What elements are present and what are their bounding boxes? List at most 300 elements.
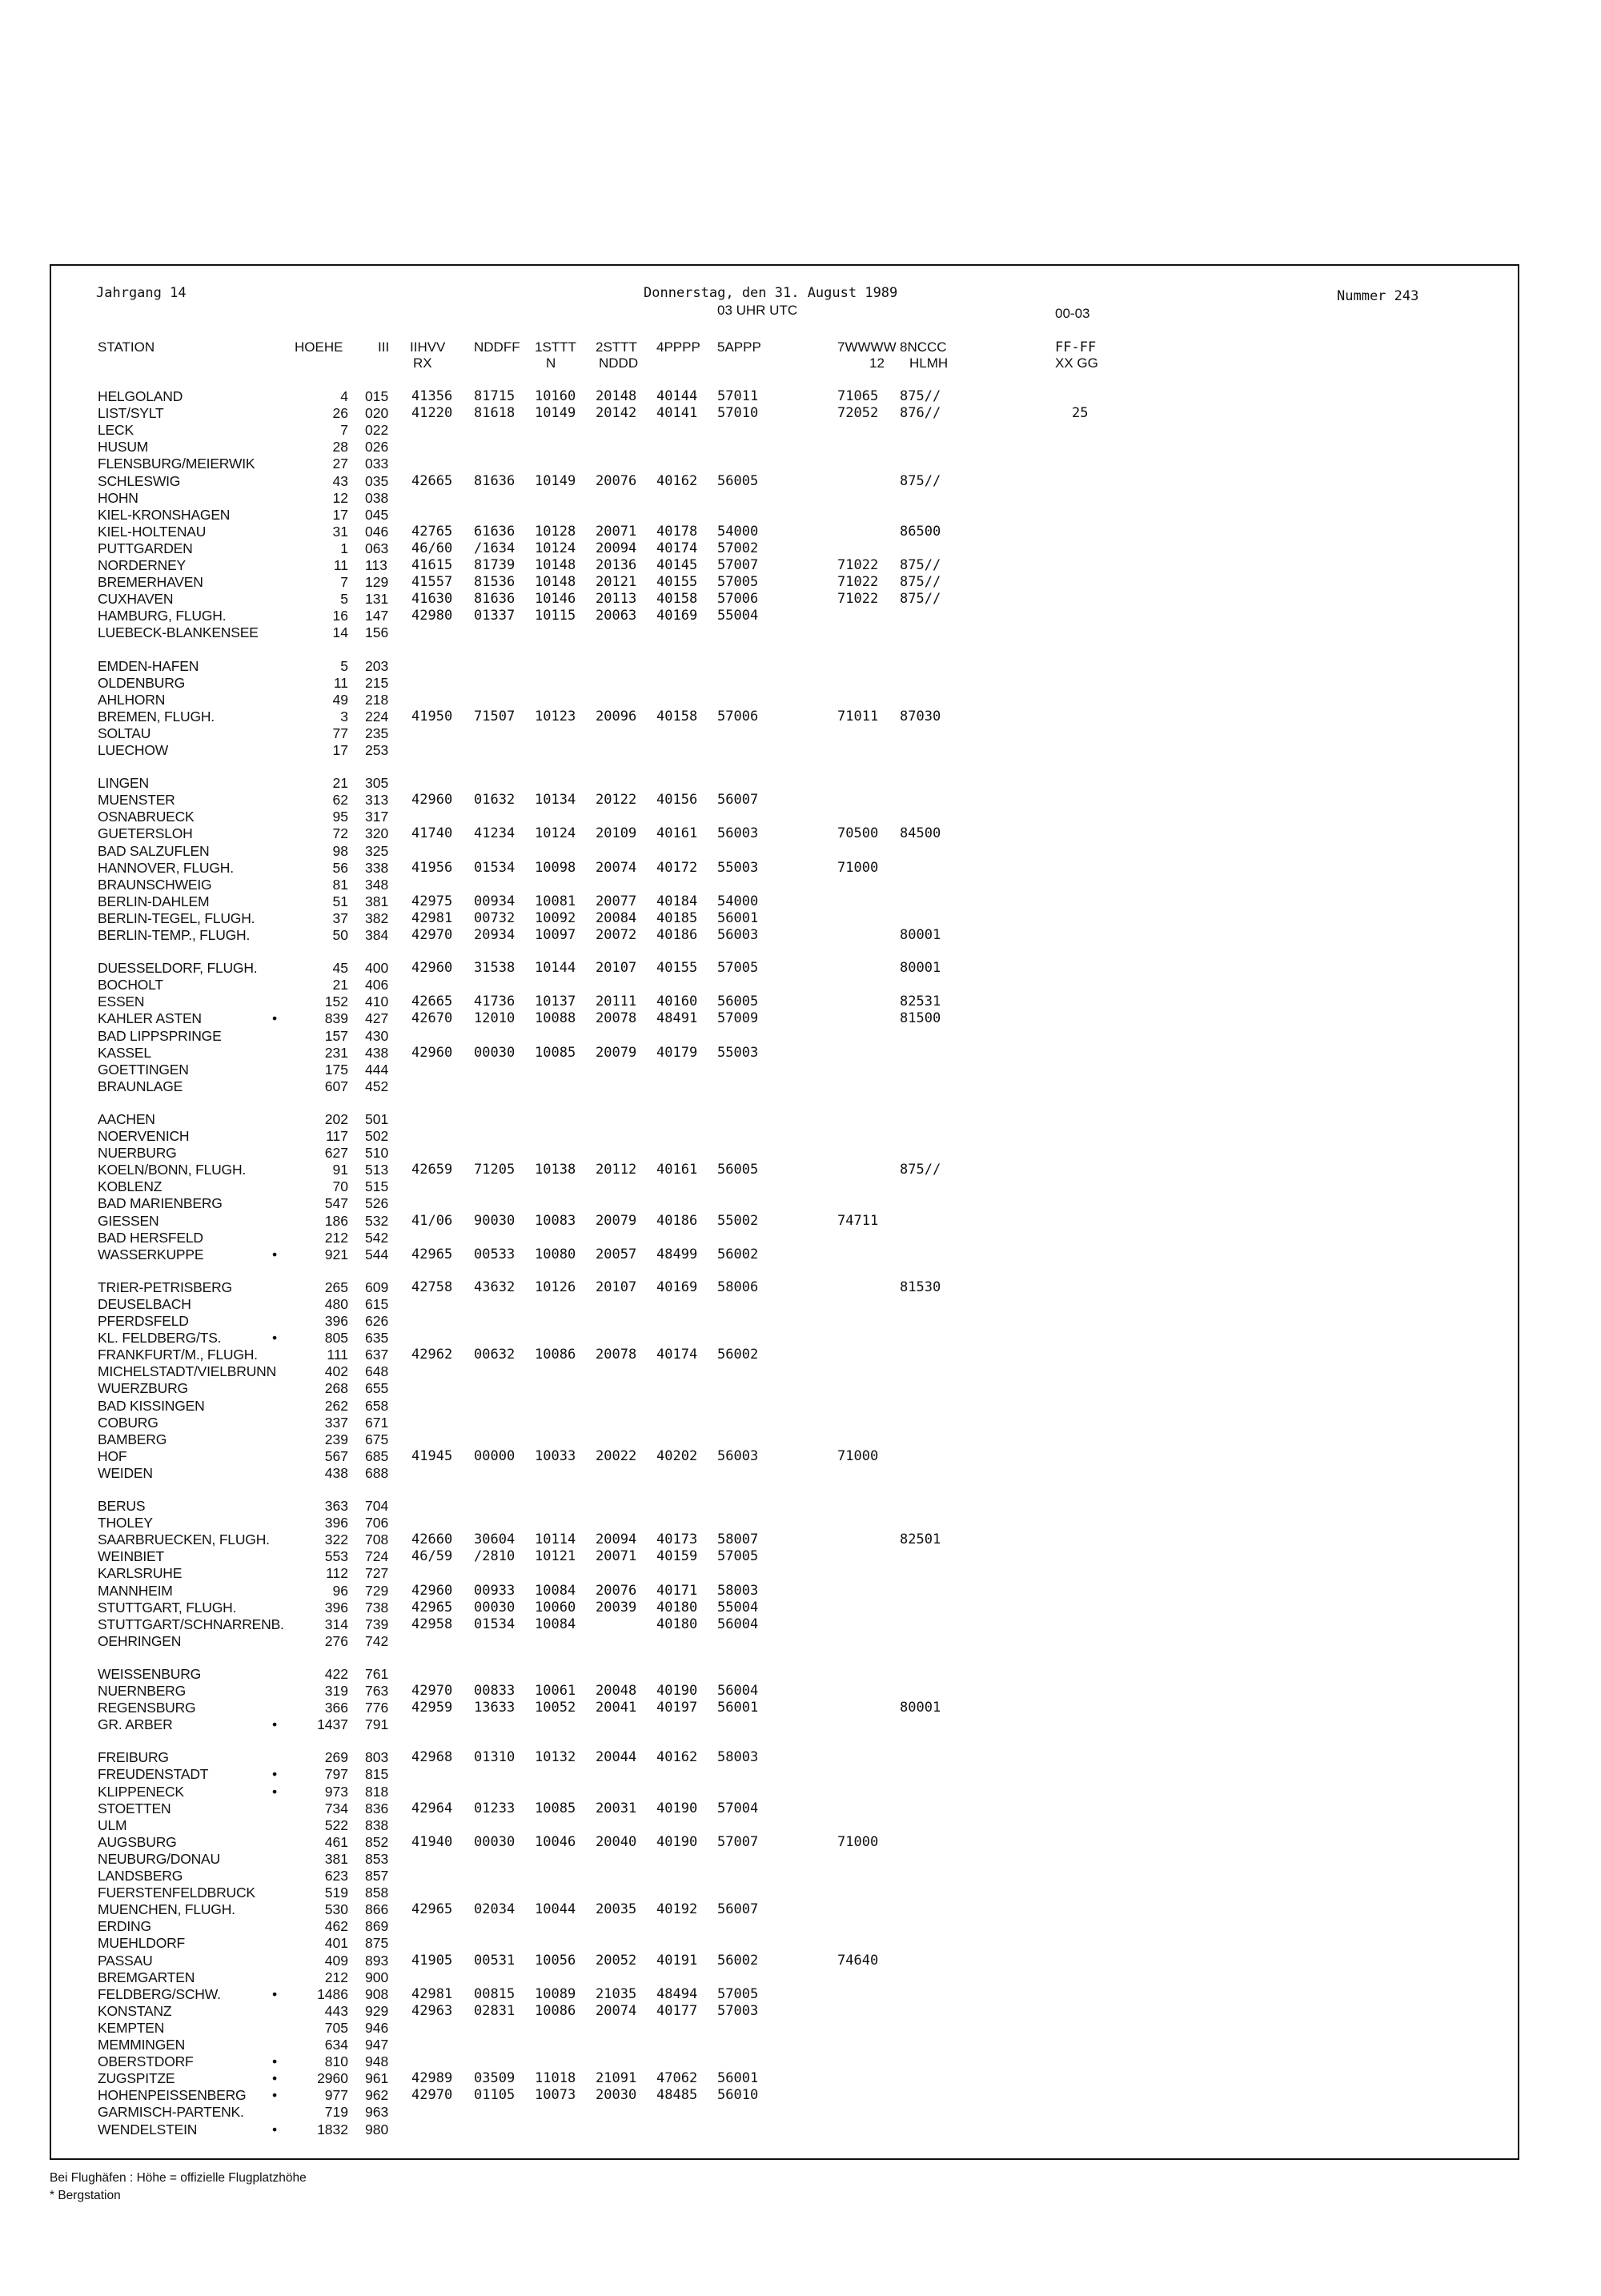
table-row <box>51 1162 1521 1178</box>
station-name: MANNHEIM <box>98 1582 173 1599</box>
station-id: 015 <box>365 388 389 404</box>
synop-group: 01534 <box>474 859 516 876</box>
station-height: 1 <box>340 540 348 556</box>
station-height: 50 <box>332 927 348 943</box>
synop-group: /2810 <box>474 1548 516 1565</box>
synop-group: 10086 <box>535 2002 576 2019</box>
station-id: 947 <box>365 2037 389 2053</box>
synop-group: 84500 <box>900 825 941 842</box>
synop-group: 42960 <box>411 960 453 977</box>
station-name: KIEL-HOLTENAU <box>98 523 207 540</box>
station-height: 319 <box>324 1683 348 1699</box>
station-id: 858 <box>365 1885 389 1901</box>
station-id: 675 <box>365 1431 389 1447</box>
synop-group: 00030 <box>474 1833 516 1850</box>
synop-group: 10060 <box>535 1599 576 1616</box>
station-height: 810 <box>324 2053 348 2070</box>
synop-group: 10115 <box>535 608 576 624</box>
station-name: OBERSTDORF <box>98 2053 194 2070</box>
synop-group: 56003 <box>717 825 759 842</box>
station-height: 28 <box>332 439 348 456</box>
station-id: 382 <box>365 909 389 926</box>
station-name: OEHRINGEN <box>98 1632 182 1649</box>
synop-group: 40144 <box>656 388 698 404</box>
table-row <box>51 1918 1521 1935</box>
synop-group: 10085 <box>535 1044 576 1061</box>
synop-group: 56003 <box>717 1447 759 1464</box>
station-height: 7 <box>340 422 348 439</box>
station-name: NUERBURG <box>98 1145 177 1162</box>
station-name: LUEBECK-BLANKENSEE <box>98 624 259 641</box>
station-id: 635 <box>365 1330 389 1347</box>
station-name: GOETTINGEN <box>98 1061 189 1078</box>
table-row <box>51 1363 1521 1380</box>
synop-group: 20072 <box>596 927 637 943</box>
synop-group: 57005 <box>717 960 759 977</box>
station-name: SAARBRUECKEN, FLUGH. <box>98 1531 270 1548</box>
table-row <box>51 1885 1521 1901</box>
station-height: 607 <box>324 1078 348 1094</box>
table-row <box>51 1230 1521 1246</box>
table-row <box>51 524 1521 540</box>
mountain-station-marker: • <box>272 1716 278 1733</box>
synop-group: 10044 <box>535 1901 576 1918</box>
station-height: 12 <box>332 489 348 506</box>
station-id: 803 <box>365 1749 389 1766</box>
synop-group: 10114 <box>535 1531 576 1548</box>
station-id: 706 <box>365 1515 389 1531</box>
footnote-mountain-station: * Bergstation <box>50 2189 121 2202</box>
synop-group: 10080 <box>535 1246 576 1262</box>
table-row <box>51 1749 1521 1766</box>
station-name: KASSEL <box>98 1044 151 1061</box>
table-row <box>51 809 1521 825</box>
synop-group: 40155 <box>656 960 698 977</box>
station-name: KOBLENZ <box>98 1178 163 1195</box>
synop-group: 20076 <box>596 472 637 489</box>
station-id: 724 <box>365 1548 389 1565</box>
synop-group: 40169 <box>656 1278 698 1295</box>
synop-group: 20035 <box>596 1901 637 1918</box>
synop-group: 42975 <box>411 893 453 909</box>
station-id: 513 <box>365 1162 389 1178</box>
station-name: LANDSBERG <box>98 1868 183 1884</box>
station-id: 818 <box>365 1783 389 1800</box>
synop-group: 41/06 <box>411 1212 453 1229</box>
synop-group: 00933 <box>474 1582 516 1599</box>
synop-group: 875// <box>900 388 941 404</box>
station-name: WEINBIET <box>98 1548 164 1565</box>
station-height: 91 <box>332 1162 348 1178</box>
synop-group: 56010 <box>717 2087 759 2104</box>
table-row <box>51 1784 1521 1800</box>
synop-group: 40190 <box>656 1833 698 1850</box>
station-id: 035 <box>365 472 389 489</box>
table-row <box>51 624 1521 641</box>
station-height: 31 <box>332 523 348 540</box>
synop-group: 41356 <box>411 388 453 404</box>
station-id: 515 <box>365 1178 389 1195</box>
station-height: 5 <box>340 657 348 674</box>
station-id: 929 <box>365 2002 389 2019</box>
synop-group: 42960 <box>411 792 453 809</box>
synop-group: 41234 <box>474 825 516 842</box>
synop-group: 57009 <box>717 1010 759 1027</box>
synop-group: 10084 <box>535 1582 576 1599</box>
table-row <box>51 1683 1521 1700</box>
synop-group: 10033 <box>535 1447 576 1464</box>
synop-group: 55004 <box>717 1599 759 1616</box>
synop-group: 40190 <box>656 1683 698 1699</box>
table-row <box>51 993 1521 1010</box>
station-id: 526 <box>365 1195 389 1212</box>
synop-group: 56005 <box>717 993 759 1010</box>
synop-group: 40186 <box>656 927 698 943</box>
station-height: 16 <box>332 608 348 624</box>
synop-group: 10088 <box>535 1010 576 1027</box>
station-id: 688 <box>365 1464 389 1481</box>
table-row <box>51 825 1521 842</box>
table-row <box>51 490 1521 507</box>
station-height: 705 <box>324 2019 348 2036</box>
station-name: HOHN <box>98 489 138 506</box>
station-id: 317 <box>365 809 389 825</box>
table-row <box>51 1246 1521 1263</box>
synop-group: 41615 <box>411 557 453 573</box>
synop-group: 42965 <box>411 1901 453 1918</box>
col-4pppp: 4PPPP <box>656 339 700 355</box>
synop-group: 20057 <box>596 1246 637 1262</box>
synop-group: 40174 <box>656 540 698 556</box>
station-height: 14 <box>332 624 348 641</box>
table-row <box>51 2070 1521 2087</box>
station-name: BRAUNSCHWEIG <box>98 876 212 893</box>
synop-group: 00934 <box>474 893 516 909</box>
synop-group: 02831 <box>474 2002 516 2019</box>
synop-group: 01632 <box>474 792 516 809</box>
table-row <box>51 1766 1521 1783</box>
station-id: 510 <box>365 1145 389 1162</box>
table-row <box>51 1515 1521 1531</box>
station-name: WEIDEN <box>98 1464 153 1481</box>
synop-group: 21035 <box>596 1985 637 2002</box>
station-id: 320 <box>365 825 389 842</box>
synop-group: 00030 <box>474 1044 516 1061</box>
station-height: 37 <box>332 909 348 926</box>
station-height: 461 <box>324 1833 348 1850</box>
synop-group: 20039 <box>596 1599 637 1616</box>
table-row <box>51 422 1521 439</box>
synop-group: 80001 <box>900 1700 941 1716</box>
table-row <box>51 1398 1521 1415</box>
synop-group: 00833 <box>474 1683 516 1699</box>
station-id: 203 <box>365 657 389 674</box>
station-id: 438 <box>365 1044 389 1061</box>
table-row <box>51 1953 1521 1969</box>
station-name: ESSEN <box>98 993 145 1010</box>
synop-group: 71065 <box>837 388 879 404</box>
synop-group: 21091 <box>596 2070 637 2087</box>
station-height: 402 <box>324 1363 348 1380</box>
synop-group: 55004 <box>717 608 759 624</box>
station-id: 235 <box>365 725 389 741</box>
station-id: 410 <box>365 993 389 1010</box>
synop-group: 875// <box>900 557 941 573</box>
station-height: 438 <box>324 1464 348 1481</box>
station-id: 038 <box>365 489 389 506</box>
synop-group: 56007 <box>717 1901 759 1918</box>
col-n: N <box>546 355 556 371</box>
col-1sttt: 1STTT <box>535 339 576 355</box>
table-row <box>51 742 1521 759</box>
synop-group: 56002 <box>717 1952 759 1969</box>
synop-group: 71205 <box>474 1162 516 1178</box>
synop-group: 40180 <box>656 1599 698 1616</box>
synop-group: 42981 <box>411 909 453 926</box>
station-height: 27 <box>332 456 348 472</box>
station-height: 322 <box>324 1531 348 1548</box>
station-name: KONSTANZ <box>98 2002 172 2019</box>
synop-group: 56007 <box>717 792 759 809</box>
synop-group: 00030 <box>474 1599 516 1616</box>
synop-group: 71507 <box>474 708 516 725</box>
station-height: 1832 <box>317 2121 348 2137</box>
synop-group: 42968 <box>411 1749 453 1766</box>
synop-group: 56001 <box>717 2070 759 2087</box>
synop-group: 40172 <box>656 859 698 876</box>
station-name: MUEHLDORF <box>98 1935 186 1952</box>
station-id: 761 <box>365 1665 389 1682</box>
table-row <box>51 1296 1521 1313</box>
synop-group: 40171 <box>656 1582 698 1599</box>
station-name: FREIBURG <box>98 1749 169 1766</box>
station-name: FREUDENSTADT <box>98 1766 209 1783</box>
station-height: 2960 <box>317 2070 348 2087</box>
synop-group: 41956 <box>411 859 453 876</box>
station-name: BERUS <box>98 1498 146 1514</box>
station-name: SOLTAU <box>98 725 151 741</box>
synop-group: 42660 <box>411 1531 453 1548</box>
col-8nccc: 8NCCC <box>900 339 947 355</box>
station-height: 152 <box>324 993 348 1010</box>
station-name: KAHLER ASTEN <box>98 1010 202 1027</box>
synop-group: 57005 <box>717 574 759 591</box>
station-name: HOF <box>98 1447 127 1464</box>
synop-group: 41940 <box>411 1833 453 1850</box>
volume-label: Jahrgang 14 <box>96 285 187 301</box>
station-id: 961 <box>365 2070 389 2087</box>
station-height: 21 <box>332 775 348 792</box>
synop-group: 875// <box>900 591 941 608</box>
synop-group: 71000 <box>837 1447 879 1464</box>
station-id: 400 <box>365 960 389 977</box>
synop-group: 10085 <box>535 1800 576 1816</box>
synop-group: 58003 <box>717 1749 759 1766</box>
station-height: 530 <box>324 1901 348 1918</box>
synop-group: 86500 <box>900 523 941 540</box>
synop-group: 00632 <box>474 1347 516 1363</box>
synop-group: 40169 <box>656 608 698 624</box>
synop-group: 875// <box>900 1162 941 1178</box>
mountain-station-marker: • <box>272 1985 278 2002</box>
table-row <box>51 507 1521 524</box>
station-name: MUENCHEN, FLUGH. <box>98 1901 235 1918</box>
station-name: HELGOLAND <box>98 388 183 404</box>
synop-group: 58006 <box>717 1278 759 1295</box>
synop-group: 31538 <box>474 960 516 977</box>
col-hlmh: HLMH <box>909 355 949 371</box>
table-row <box>51 1178 1521 1195</box>
station-name: BAD KISSINGEN <box>98 1397 205 1414</box>
station-id: 626 <box>365 1313 389 1329</box>
station-id: 325 <box>365 842 389 859</box>
synop-group: 41736 <box>474 993 516 1010</box>
station-height: 973 <box>324 1783 348 1800</box>
station-name: BAD LIPPSPRINGE <box>98 1027 222 1044</box>
station-name: ULM <box>98 1816 127 1833</box>
station-id: 948 <box>365 2053 389 2070</box>
station-name: WEISSENBURG <box>98 1665 202 1682</box>
synop-group: 20107 <box>596 1278 637 1295</box>
station-name: EMDEN-HAFEN <box>98 657 199 674</box>
station-height: 45 <box>332 960 348 977</box>
synop-group: 40186 <box>656 1212 698 1229</box>
synop-group: 01105 <box>474 2087 516 2104</box>
synop-group: 42970 <box>411 2087 453 2104</box>
synop-group: 42765 <box>411 523 453 540</box>
station-height: 262 <box>324 1397 348 1414</box>
station-height: 5 <box>340 591 348 608</box>
synop-group: 55003 <box>717 1044 759 1061</box>
station-id: 129 <box>365 574 389 591</box>
table-row <box>51 860 1521 877</box>
mountain-station-marker: • <box>272 2121 278 2137</box>
synop-group: 57006 <box>717 708 759 725</box>
station-height: 17 <box>332 506 348 523</box>
station-height: 480 <box>324 1295 348 1312</box>
synop-group: 10089 <box>535 1985 576 2002</box>
station-name: DEUSELBACH <box>98 1295 191 1312</box>
station-height: 1437 <box>317 1716 348 1733</box>
table-row <box>51 1716 1521 1733</box>
station-height: 623 <box>324 1868 348 1884</box>
station-id: 648 <box>365 1363 389 1380</box>
synop-group: 01337 <box>474 608 516 624</box>
synop-group: 55002 <box>717 1212 759 1229</box>
synop-group: 40162 <box>656 472 698 489</box>
synop-group: 71022 <box>837 591 879 608</box>
station-name: KIEL-KRONSHAGEN <box>98 506 231 523</box>
station-name: BREMERHAVEN <box>98 574 203 591</box>
synop-group: 13633 <box>474 1700 516 1716</box>
synop-group: 42960 <box>411 1582 453 1599</box>
station-id: 384 <box>365 927 389 943</box>
station-name: SCHLESWIG <box>98 472 181 489</box>
synop-group: 20074 <box>596 2002 637 2019</box>
station-height: 462 <box>324 1918 348 1935</box>
station-name: NEUBURG/DONAU <box>98 1850 220 1867</box>
station-id: 444 <box>365 1061 389 1078</box>
station-height: 422 <box>324 1665 348 1682</box>
synop-group: 20044 <box>596 1749 637 1766</box>
station-name: PFERDSFELD <box>98 1313 189 1329</box>
synop-group: 40160 <box>656 993 698 1010</box>
table-row <box>51 456 1521 472</box>
station-height: 212 <box>324 1969 348 1985</box>
station-height: 381 <box>324 1850 348 1867</box>
synop-group: 54000 <box>717 893 759 909</box>
station-id: 215 <box>365 674 389 691</box>
synop-group: 10073 <box>535 2087 576 2104</box>
table-row <box>51 1616 1521 1633</box>
table-row <box>51 1380 1521 1397</box>
table-row <box>51 1465 1521 1482</box>
station-name: OSNABRUECK <box>98 809 195 825</box>
station-height: 11 <box>333 674 348 691</box>
station-id: 776 <box>365 1700 389 1716</box>
synop-group: 03509 <box>474 2070 516 2087</box>
station-height: 72 <box>332 825 348 842</box>
table-row <box>51 960 1521 977</box>
mountain-station-marker: • <box>272 2053 278 2070</box>
table-row <box>51 557 1521 574</box>
station-name: NOERVENICH <box>98 1128 190 1144</box>
synop-group: 42959 <box>411 1700 453 1716</box>
station-name: FUERSTENFELDBRUCK <box>98 1885 255 1901</box>
station-height: 719 <box>324 2104 348 2121</box>
station-id: 022 <box>365 422 389 439</box>
synop-group: 40197 <box>656 1700 698 1716</box>
synop-group: 40158 <box>656 708 698 725</box>
col-iihvv: IIHVV <box>410 339 446 355</box>
table-row <box>51 1010 1521 1027</box>
station-id: 452 <box>365 1078 389 1094</box>
mountain-station-marker: • <box>272 2070 278 2087</box>
table-row <box>51 574 1521 591</box>
synop-group: 10124 <box>535 540 576 556</box>
station-name: BERLIN-DAHLEM <box>98 893 210 909</box>
synop-group: 20107 <box>596 960 637 977</box>
station-height: 77 <box>332 725 348 741</box>
station-name: CUXHAVEN <box>98 591 174 608</box>
station-height: 396 <box>324 1313 348 1329</box>
synop-group: 20113 <box>596 591 637 608</box>
station-height: 81 <box>332 876 348 893</box>
station-id: 156 <box>365 624 389 641</box>
synop-group: 40161 <box>656 825 698 842</box>
station-height: 634 <box>324 2037 348 2053</box>
report-table <box>50 264 1519 2160</box>
synop-group: 10149 <box>535 472 576 489</box>
synop-group: 10128 <box>535 523 576 540</box>
synop-group: 87030 <box>900 708 941 725</box>
station-height: 567 <box>324 1447 348 1464</box>
table-row <box>51 910 1521 927</box>
synop-group: 46/59 <box>411 1548 453 1565</box>
station-height: 62 <box>332 792 348 809</box>
table-row <box>51 2104 1521 2121</box>
table-row <box>51 2121 1521 2138</box>
time-code: 00-03 <box>1055 306 1090 321</box>
mountain-station-marker: • <box>272 1330 278 1347</box>
synop-group: 41905 <box>411 1952 453 1969</box>
table-row <box>51 591 1521 608</box>
station-height: 977 <box>324 2087 348 2104</box>
station-height: 522 <box>324 1816 348 1833</box>
synop-group: 81715 <box>474 388 516 404</box>
synop-group: 71022 <box>837 574 879 591</box>
synop-group: 20079 <box>596 1044 637 1061</box>
